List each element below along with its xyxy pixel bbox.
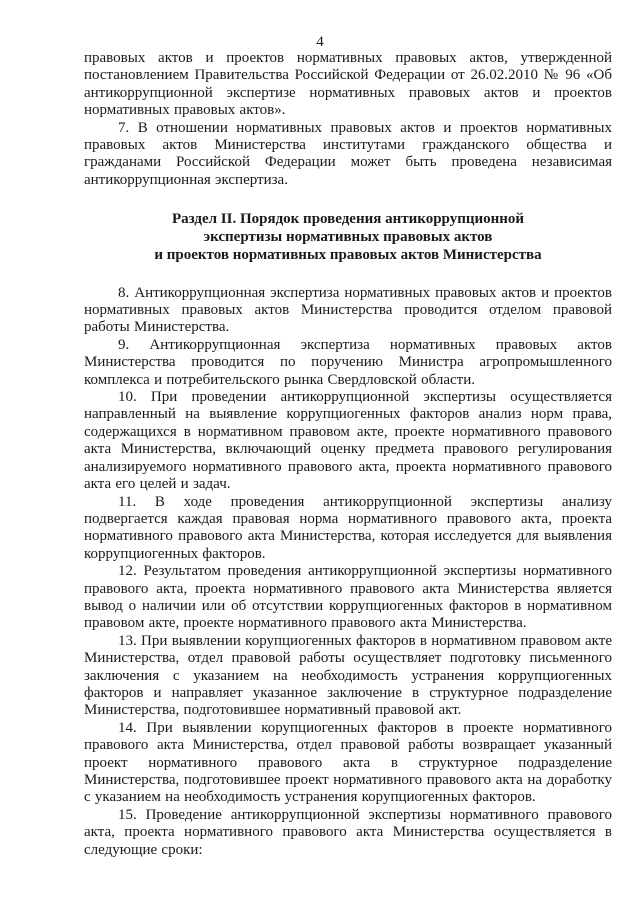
document-body [84, 50, 612, 859]
clause-15: 15. Проведение антикоррупционной экспертизы нормативного правового акта, проекта нормативного правового акта Министерства осуществляется в следующие сроки: [84, 806, 612, 858]
clause-13: 13. При выявлении корупциогенных факторов в нормативном правовом акте Министерства, отдел правовой работы осуществляет подготовку письменного заключения с указанием на необходимость устранения коррупциогенных факторов и направляет указанное заключение в структурное подразделение Министерства, подготовившее нормативный правовой акт. [84, 632, 612, 719]
section-heading-line-3: и проектов нормативных правовых актов Министерства [154, 246, 542, 263]
clause-14: 14. При выявлении корупциогенных факторов в проекте нормативного правового акта Министерства, отдел правовой работы возвращает указанный проект нормативного правового акта в структурное подразделение Министерства, подготовившее проект нормативного правового акта на доработку с указанием на необходимость устранения корупциогенных факторов. [84, 719, 612, 806]
intro-paragraph: правовых актов и проектов нормативных правовых актов, утвержденной постановлением Правительства Российской Федерации от 26.02.2010 № 96 «Об антикоррупционной экспертизе нормативных правовых актов и проектов нормативных правовых актов». [84, 50, 612, 119]
section-heading [84, 211, 612, 264]
section-heading-line-1: Раздел II. Порядок проведения антикоррупционной [171, 211, 525, 228]
clause-8: 8. Антикоррупционная экспертиза нормативных правовых актов и проектов нормативных правовых актов Министерства проводится отделом правовой работы Министерства. [84, 284, 612, 336]
clause-11: 11. В ходе проведения антикоррупционной экспертизы анализу подвергается каждая правовая норма нормативного правового акта, проекта нормативного правового акта Министерства, которая исследуется для выявления коррупциогенных факторов. [84, 493, 612, 562]
clause-12: 12. Результатом проведения антикоррупционной экспертизы нормативного правового акта, проекта нормативного правового акта Министерства является вывод о наличии или об отсутствии коррупциогенных факторов в нормативном правовом акте, проекте нормативного правового акта Министерства. [84, 563, 612, 632]
page-number: 4 [316, 34, 324, 50]
clause-10: 10. При проведении антикоррупционной экспертизы осуществляется направленный на выявление коррупциогенных факторов анализ норм права, содержащихся в нормативном правовом акте, проекте нормативного правового акта Министерства, включающий оценку предмета правового регулирования анализируемого нормативного правового акта, проекта нормативного правового акта его целей и задач. [84, 389, 612, 493]
clause-7: 7. В отношении нормативных правовых актов и проектов нормативных правовых актов Министерства институтами гражданского общества и гражданами Российской Федерации может быть проведена независимая антикоррупционная экспертиза. [84, 119, 612, 188]
clause-9: 9. Антикоррупционная экспертиза нормативных правовых актов Министерства проводится по поручению Министра агропромышленного комплекса и потребительского рынка Свердловской области. [84, 336, 612, 388]
section-heading-line-2: экспертизы нормативных правовых актов [203, 229, 493, 246]
